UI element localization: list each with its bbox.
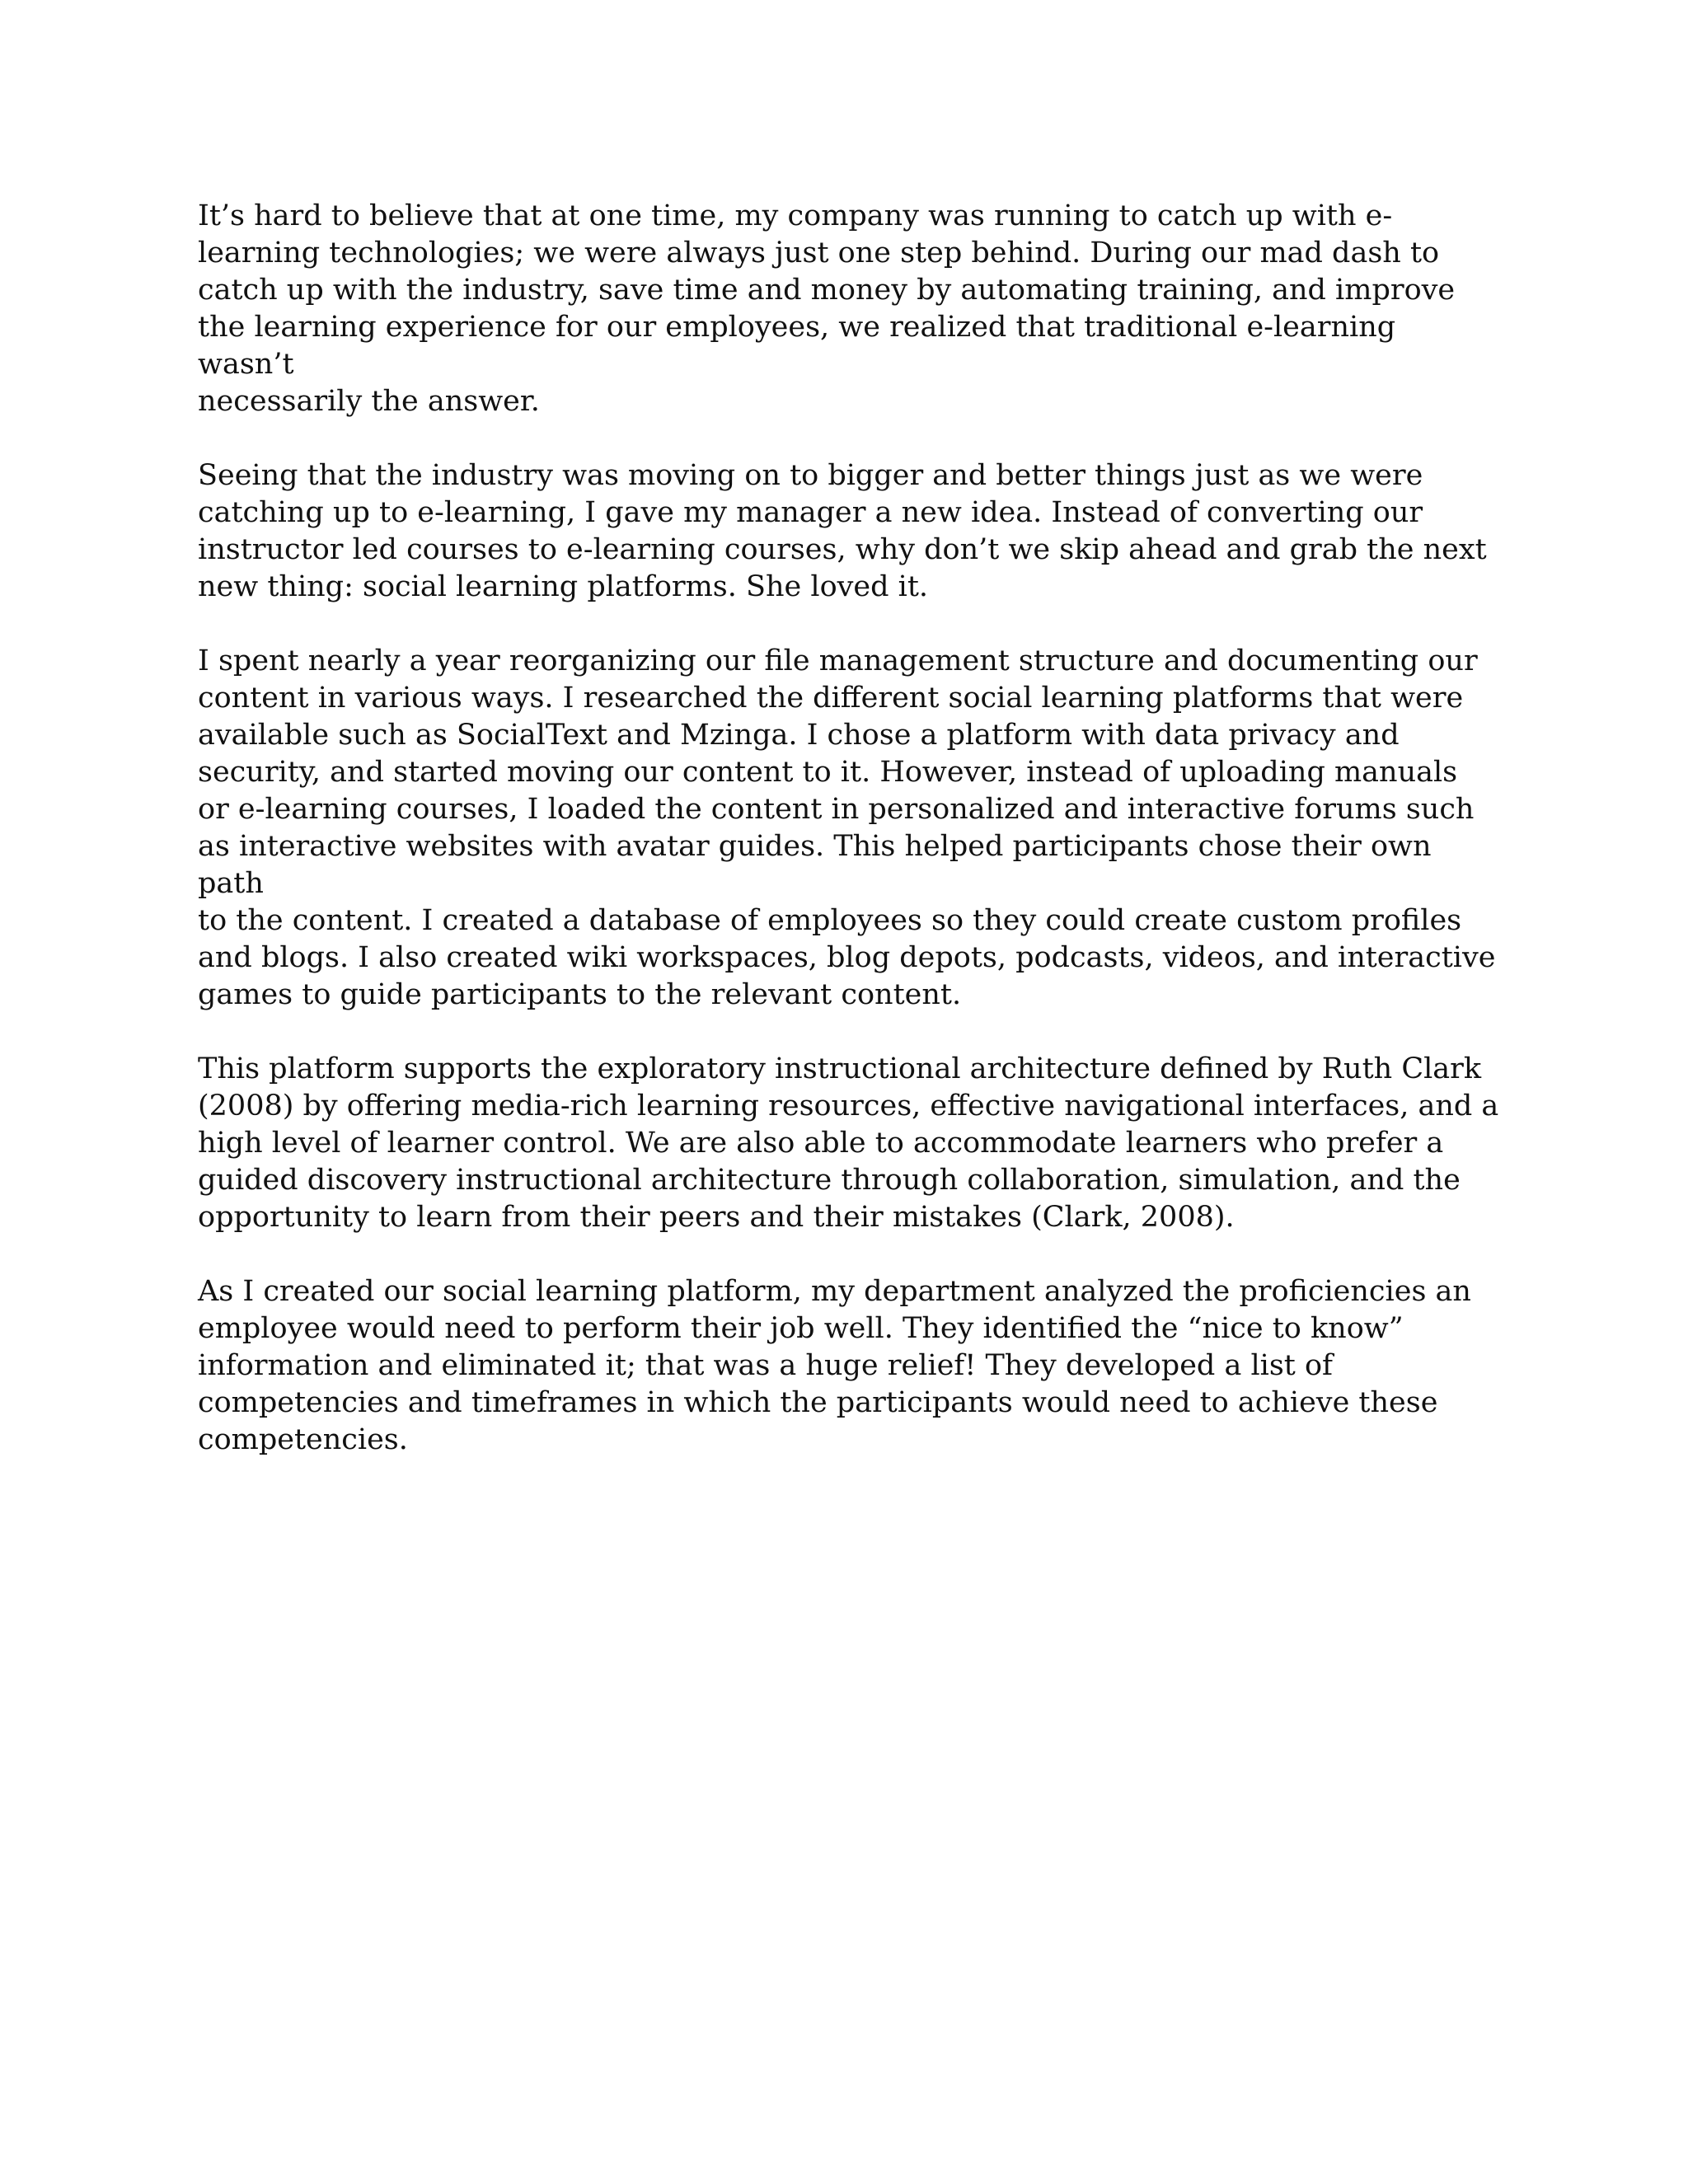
paragraph-4: This platform supports the exploratory instructional architecture defined by Ruth Clark (2008) by offering media-rich learning resources, effective navigational interfaces, and a high level of learner control. We are also able to accommodate learners who prefer a guided discovery instructional architecture through collaboration, simulation, and the opportunity to learn from their peers and their mistakes (Clark, 2008). — [198, 1052, 1499, 1234]
paragraph-1: It’s hard to believe that at one time, my company was running to catch up with e- learning technologies; we were always just one step behind. During our mad dash to catch up with the industry, save time and money by automating training, and improve the learning experience for our employees, we realized that traditional e-learning wasn’t necessarily the answer. — [198, 199, 1456, 418]
paragraph-3: I spent nearly a year reorganizing our file management structure and documenting our content in various ways. I researched the different social learning platforms that were available such as SocialText and Mzinga. I chose a platform with data privacy and security, and started moving our content to it. However, instead of uploading manuals or e-learning courses, I loaded the content in personalized and interactive forums such as interactive websites with avatar guides. This helped participants chose their own path to the content. I created a database of employees so they could create custom profiles and blogs. I also created wiki workspaces, blog depots, podcasts, videos, and interactive games to guide participants to the relevant content. — [198, 644, 1496, 1011]
paragraph-5: As I created our social learning platform, my department analyzed the proficiencies an employee would need to perform their job well. They identified the “nice to know” information and eliminated it; that was a huge relief! They developed a list of competencies and timeframes in which the participants would need to achieve these competencies. — [198, 1275, 1471, 1456]
paragraph-2: Seeing that the industry was moving on to bigger and better things just as we were catching up to e-learning, I gave my manager a new idea. Instead of converting our instructor led courses to e-learning courses, why don’t we skip ahead and grab the next new thing: social learning platforms. She loved it. — [198, 459, 1487, 603]
body-text — [198, 198, 1500, 1459]
